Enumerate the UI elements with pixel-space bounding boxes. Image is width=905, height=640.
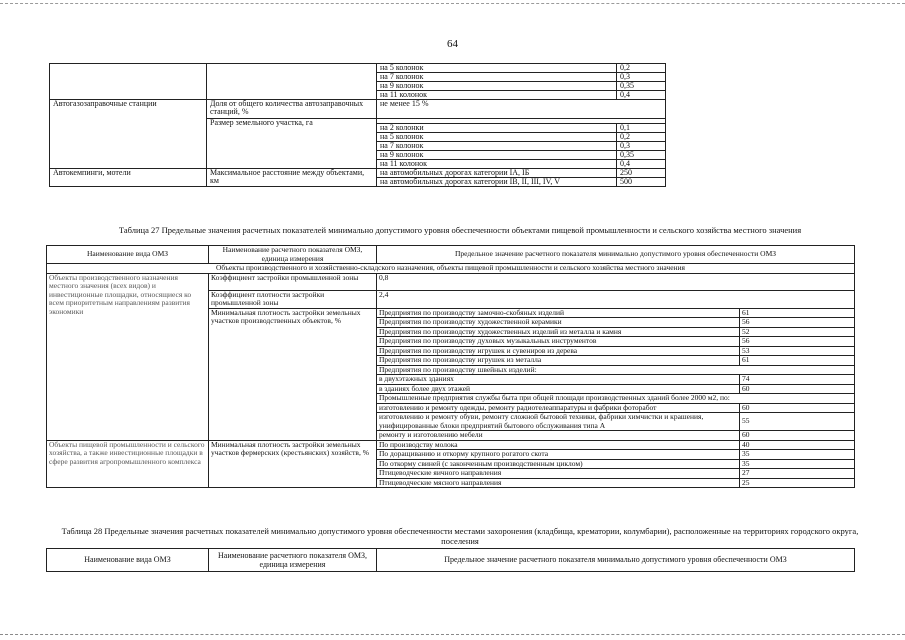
table-cell: 0,1 [617,124,666,133]
table-row [377,337,854,347]
table-cell: Птицеводческие мясного направления [377,478,740,487]
table-header-row [47,246,855,264]
table-cell: на 7 колонок [377,142,617,151]
table-cell: 61 [740,356,855,366]
page-number: 64 [447,38,458,50]
table-cell: на 7 колонок [377,73,617,82]
table-row [377,450,854,460]
value-cell: не менее 15 % [377,100,666,119]
table-row [377,441,854,450]
subtable-cell [377,308,855,440]
table-cell: 0,2 [617,64,666,73]
table-cell: 0,3 [617,142,666,151]
table-cell: 250 [617,169,666,178]
object-name-cell: Объекты пищевой промышленности и сельского хозяйства, а также инвестиционные площадки в сфере развития агропромышленного комплекса [47,440,209,488]
table-cell: Предприятия по производству художественных изделий из металла и камня [377,327,740,337]
table-cell: 0,35 [617,151,666,160]
table-row [377,327,854,337]
table-cell: 35 [740,450,855,460]
table-cell: 52 [740,327,855,337]
table-cell: Предприятия по производству замочно-скобяных изделий [377,309,740,318]
table-cell: Промышленные предприятия службы быта при общей площади производственных зданий более 2000 м2, по: [377,394,854,404]
table-cell [50,64,207,100]
table-cell: 60 [740,431,855,440]
table-28-caption: Таблица 28 Предельные значения расчетных показателей минимально допустимого уровня обеспеченности местами захоронения (кладбища, крематории, колумбарии), расположенные на территориях городского округа, поселения [61,526,859,546]
table-cell: 60 [740,403,855,413]
table-header-row [47,549,855,572]
table-cell: По производству молока [377,441,740,450]
table-row [50,100,666,119]
table-cell: на 2 колонки [377,124,617,133]
table-cell: 0,3 [617,73,666,82]
indicator-cell: Коэффициент плотности застройки промышленной зоны [209,290,377,308]
table-28 [46,548,855,572]
object-name-cell: Автогазозаправочные станции [50,100,207,169]
table-cell: на автомобильных дорогах категории IВ, II, III, IV, V [377,178,617,187]
table-cell: 74 [740,375,855,385]
table-row [377,356,854,366]
table-cell: 56 [740,337,855,347]
table-row [47,440,855,488]
table-cell: 0,2 [617,133,666,142]
table-cell [207,64,377,100]
column-header: Наименование расчетного показателя ОМЗ, единица измерения [209,246,377,264]
table-27 [46,245,855,488]
table-cell: По доращиванию и откорму крупного рогатого скота [377,450,740,460]
table-cell: 0,4 [617,91,666,100]
table-cell: изготовлению и ремонту обуви, ремонту сложной бытовой техники, фабрики химчистки и крашения, унифицированные блоки предприятий бытового обслуживания типа А [377,413,740,431]
table-cell: на 9 колонок [377,82,617,91]
table-cell: на 11 колонок [377,91,617,100]
table-row [377,469,854,479]
section-row [47,264,855,274]
table-row [377,346,854,356]
indicator-cell: Максимальное расстояние между объектами, км [207,169,377,187]
table-cell: 55 [740,413,855,431]
table-cell: изготовлению и ремонту одежды, ремонту радиотелеаппаратуры и фабрики фоторабот [377,403,740,413]
object-name-cell: Автокемпинги, мотели [50,169,207,187]
table-row [50,64,666,73]
value-cell: 2,4 [377,290,855,308]
column-header: Предельное значение расчетного показателя минимально допустимого уровня обеспеченности ОМЗ [377,549,855,572]
table-row [47,273,855,290]
column-header: Наименование расчетного показателя ОМЗ, единица измерения [209,549,377,572]
table-cell: 0,35 [617,82,666,91]
table-row [377,478,854,487]
table-cell: Предприятия по производству игрушек из металла [377,356,740,366]
indicator-cell: Минимальная плотность застройки земельных участков фермерских (крестьянских) хозяйств, % [209,440,377,488]
table-cell: на 5 колонок [377,133,617,142]
table-26-continuation [49,63,666,187]
table-cell: Предприятия по производству художественной керамики [377,318,740,328]
table-cell: 0,4 [617,160,666,169]
table-cell: в зданиях более двух этажей [377,384,740,394]
table-row [377,403,854,413]
value-cell: 0,8 [377,273,855,290]
table-row [377,413,854,431]
table-cell: 56 [740,318,855,328]
table-row [377,309,854,318]
table-cell: 40 [740,441,855,450]
object-name-cell: Объекты производственного назначения местного значения (всех видов) и инвестиционные площадки, относящиеся ко всем приоритетным направлениям развития экономики [47,273,209,440]
table-row [377,431,854,440]
subtable [377,309,854,440]
indicator-cell: Доля от общего количества автозаправочных станций, % [207,100,377,119]
table-27-caption: Таблица 27 Предельные значения расчетных показателей минимально допустимого уровня обеспеченности объектами пищевой промышленности и сельского хозяйства местного значения [118,225,802,235]
table-cell: По откорму свиней (с законченным производственным циклом) [377,459,740,469]
section-title: Объекты производственного и хозяйственно-складского назначения, объекты пищевой промышленности и сельского хозяйства местного значения [47,264,855,274]
column-header: Наименование вида ОМЗ [47,549,209,572]
table-row [377,384,854,394]
table-cell: 500 [617,178,666,187]
table-cell: Предприятия по производству духовых музыкальных инструментов [377,337,740,347]
table-row [377,318,854,328]
table-cell: на 11 колонок [377,160,617,169]
table-cell: 35 [740,459,855,469]
table-cell: 25 [740,478,855,487]
scan-edge-top [0,3,905,4]
subtable-cell [377,440,855,488]
table-cell: 60 [740,384,855,394]
table-row [377,375,854,385]
table-cell: Предприятия по производству швейных изделий: [377,365,854,375]
scan-edge-bottom [0,634,905,635]
table-row [377,394,854,404]
table-cell: Птицеводческие яичного направления [377,469,740,479]
indicator-cell: Размер земельного участка, га [207,119,377,169]
table-cell: 27 [740,469,855,479]
table-cell: ремонту и изготовлению мебели [377,431,740,440]
table-row [377,365,854,375]
column-header: Предельное значение расчетного показателя минимально допустимого уровня обеспеченности ОМЗ [377,246,855,264]
table-row [377,459,854,469]
table-cell: на 5 колонок [377,64,617,73]
subtable [377,441,854,488]
table-cell: в двухэтажных зданиях [377,375,740,385]
column-header: Наименование вида ОМЗ [47,246,209,264]
table-cell: на автомобильных дорогах категории IA, IБ [377,169,617,178]
table-cell: 61 [740,309,855,318]
table-cell: Предприятия по производству игрушек и сувениров из дерева [377,346,740,356]
indicator-cell: Коэффициент застройки промышленной зоны [209,273,377,290]
table-cell: 53 [740,346,855,356]
table-cell: на 9 колонок [377,151,617,160]
indicator-cell: Минимальная плотность застройки земельных участков производственных объектов, % [209,308,377,440]
table-row [50,169,666,178]
